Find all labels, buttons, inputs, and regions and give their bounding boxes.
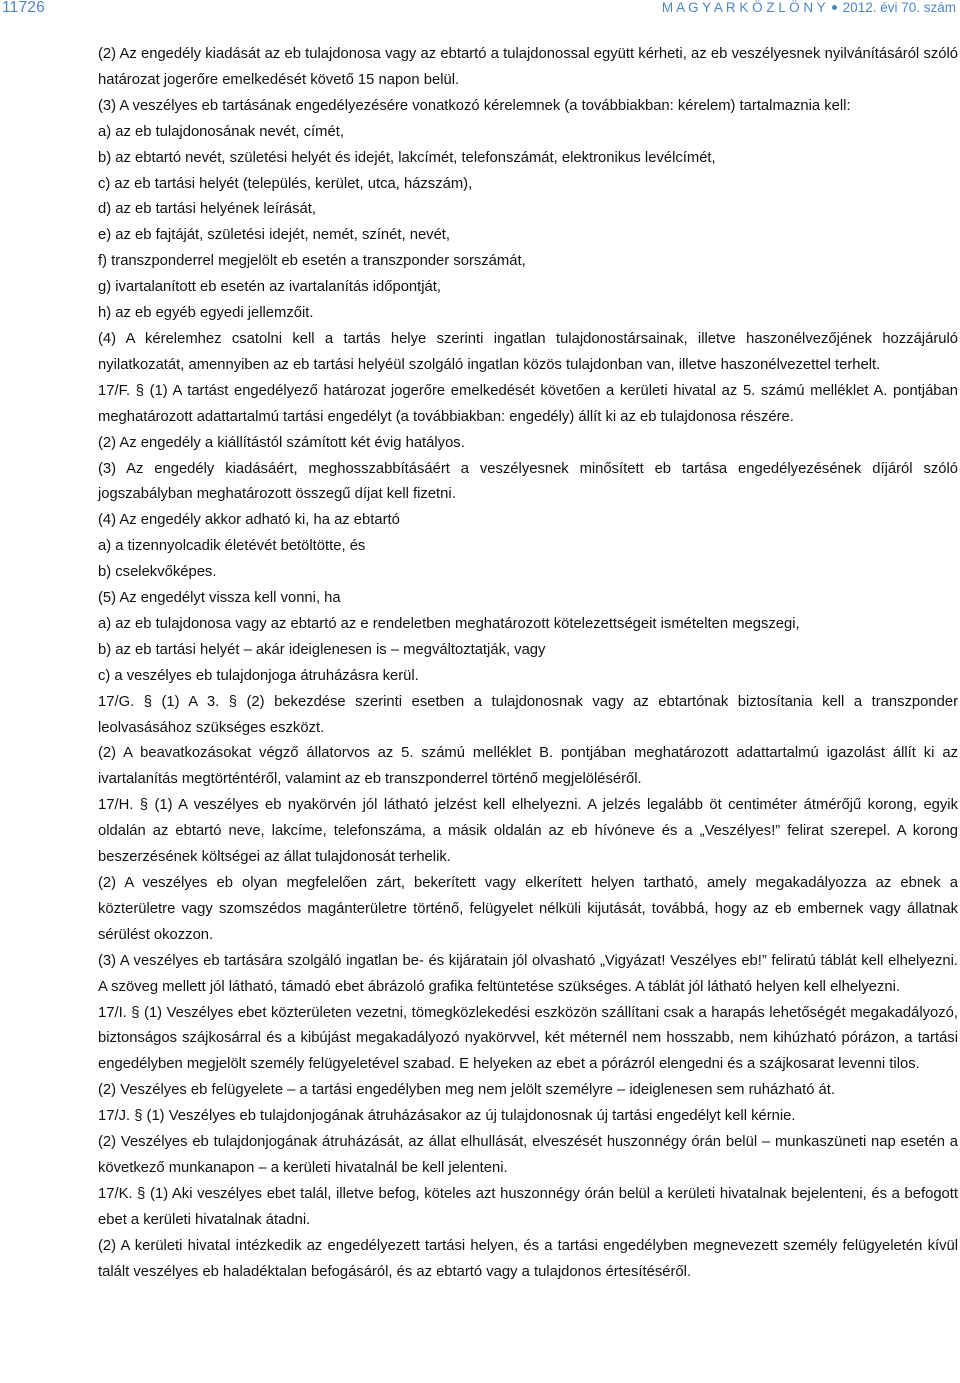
- list-item: d) az eb tartási helyének leírását,: [98, 201, 316, 218]
- paragraph: (3) A veszélyes eb tartásának engedélyezésére vonatkozó kérelemnek (a továbbiakban: kérelem) tartalmaznia kell:: [98, 97, 851, 114]
- paragraph: (4) Az engedély akkor adható ki, ha az ebtartó: [98, 512, 400, 529]
- paragraph: (2) Az engedély kiadását az eb tulajdonosa vagy az ebtartó a tulajdonossal együtt kérheti, az eb veszélyesnek nyilvánításáról szóló határozat jogerőre emelkedését követő 15 napon belül.: [98, 46, 958, 88]
- issue-label: 2012. évi 70. szám: [842, 0, 956, 15]
- page-number: 11726: [2, 0, 45, 16]
- section-17k: 17/K. § (1) Aki veszélyes ebet talál, illetve befog, köteles azt huszonnégy órán belül a kerületi hivatalnak bejelenteni, és a befogott ebet a kerületi hivatalnak átadni.: [98, 1185, 958, 1228]
- list-item: f) transzponderrel megjelölt eb esetén a transzponder sorszámát,: [98, 253, 526, 270]
- list-item: g) ivartalanított eb esetén az ivartalanítás időpontját,: [98, 279, 442, 296]
- section-17h: 17/H. § (1) A veszélyes eb nyakörvén jól látható jelzést kell elhelyezni. A jelzés legalább öt centiméter átmérőjű korong, egyik oldalán az ebtartó neve, lakcíme, telefonszáma, a másik oldalán az eb hívóneve és a „Veszélyes!” felirat szerepel. A korong beszerzésének költségei az állat tulajdonosát terhelik.: [98, 797, 958, 866]
- paragraph: (4) A kérelemhez csatolni kell a tartás helye szerinti ingatlan tulajdonostársainak, illetve haszonélvezőjének hozzájáruló nyilatkozatát, amennyiben az eb tartási helyéül szolgáló ingatlan közös tulajdonban van, illetve haszonélvezettel terhelt.: [98, 330, 958, 373]
- section-17g: 17/G. § (1) A 3. § (2) bekezdése szerinti esetben a tulajdonosnak vagy az ebtartónak biztosítania kell a transzponder leolvasásához szükséges eszközt.: [98, 693, 958, 736]
- paragraph: (3) Az engedély kiadásáért, meghosszabbításáért a veszélyesnek minősített eb tartása engedélyezésének díjáról szóló jogszabályban meghatározott összegű díjat kell fizetni.: [98, 460, 958, 503]
- paragraph: (2) Veszélyes eb felügyelete – a tartási engedélyben meg nem jelölt személyre – ideiglenesen sem ruházható át.: [98, 1082, 835, 1099]
- paragraph: (2) A veszélyes eb olyan megfelelően zárt, bekerített vagy elkerített helyen tartható, amely megakadályozza az ebnek a közterületre vagy szomszédos magánterületre történő, felügyelet nélküli kijutását, továbbá, hogy az eb embernek vagy állatnak sérülést okozzon.: [98, 875, 958, 943]
- list-item: b) cselekvőképes.: [98, 564, 217, 581]
- paragraph: (2) A beavatkozásokat végző állatorvos az 5. számú melléklet B. pontjában meghatározott adattartalmú igazolást állít ki az ivartalanítás megtörténtéről, valamint az eb transzponderrel történő megjelöléséről.: [98, 745, 958, 788]
- paragraph: (2) Veszélyes eb tulajdonjogának átruházását, az állat elhullását, elveszését huszonnégy órán belül – munkaszüneti nap esetén a következő munkanapon – a kerületi hivatalnál be kell jelenteni.: [98, 1134, 958, 1176]
- section-17j: 17/J. § (1) Veszélyes eb tulajdonjogának átruházásakor az új tulajdonosnak új tartási engedélyt kell kérnie.: [98, 1108, 796, 1125]
- paragraph: (2) Az engedély a kiállítástól számított két évig hatályos.: [98, 434, 465, 451]
- list-item: e) az eb fajtáját, születési idejét, nemét, színét, nevét,: [98, 227, 451, 244]
- list-item: a) az eb tulajdonosának nevét, címét,: [98, 123, 344, 140]
- document-body: [98, 42, 958, 1286]
- paragraph: (5) Az engedélyt vissza kell vonni, ha: [98, 590, 341, 607]
- list-item: b) az eb tartási helyét – akár ideiglenesen is – megváltoztatják, vagy: [98, 641, 546, 658]
- bullet-dot-icon: [832, 5, 837, 10]
- paragraph: (3) A veszélyes eb tartására szolgáló ingatlan be- és kijáratain jól olvasható „Vigyázat! Veszélyes eb!” feliratú táblát kell elhelyezni. A szöveg mellett jól látható, támadó ebet ábrázoló grafika feltüntetése szükséges. A táblát jól látható helyen kell elhelyezni.: [98, 952, 958, 995]
- section-17f: 17/F. § (1) A tartást engedélyező határozat jogerőre emelkedését követően a kerületi hivatal az 5. számú melléklet A. pontjában meghatározott adattartalmú tartási engedélyt (a továbbiakban: engedély) állít ki az eb tulajdonosa részére.: [98, 382, 958, 425]
- list-item: b) az ebtartó nevét, születési helyét és idejét, lakcímét, telefonszámát, elektronikus levélcímét,: [98, 149, 716, 166]
- section-17i: 17/I. § (1) Veszélyes ebet közterületen vezetni, tömegközlekedési eszközön szállítani csak a harapás lehetőségét megakadályozó, biztonságos szájkosárral és a kibújást megakadályozó nyakörvvel, két méternél nem hosszabb, nem kihúzható pórázon, a tartási engedélyben megjelölt személy felügyeletével szabad. E helyeken az ebet a pórázról elengedni és a szájkosarat levenni tilos.: [98, 1004, 958, 1073]
- list-item: h) az eb egyéb egyedi jellemzőit.: [98, 305, 314, 322]
- journal-name: M A G Y A R K Ö Z L Ö N Y: [661, 0, 826, 15]
- list-item: c) az eb tartási helyét (település, kerület, utca, házszám),: [98, 175, 473, 192]
- list-item: a) a tizennyolcadik életévét betöltötte, és: [98, 538, 366, 555]
- paragraph: (2) A kerületi hivatal intézkedik az engedélyezett tartási helyen, és a tartási engedélyben megnevezett személy felügyeletén kívül talált veszélyes eb haladéktalan befogásáról, és az ebtartó vagy a tulajdonos értesítéséről.: [98, 1237, 958, 1280]
- journal-header: [662, 0, 956, 15]
- page-header: [0, 0, 960, 22]
- list-item: a) az eb tulajdonosa vagy az ebtartó az e rendeletben meghatározott kötelezettségeit ismételten megszegi,: [98, 615, 800, 632]
- list-item: c) a veszélyes eb tulajdonjoga átruházásra kerül.: [98, 667, 419, 684]
